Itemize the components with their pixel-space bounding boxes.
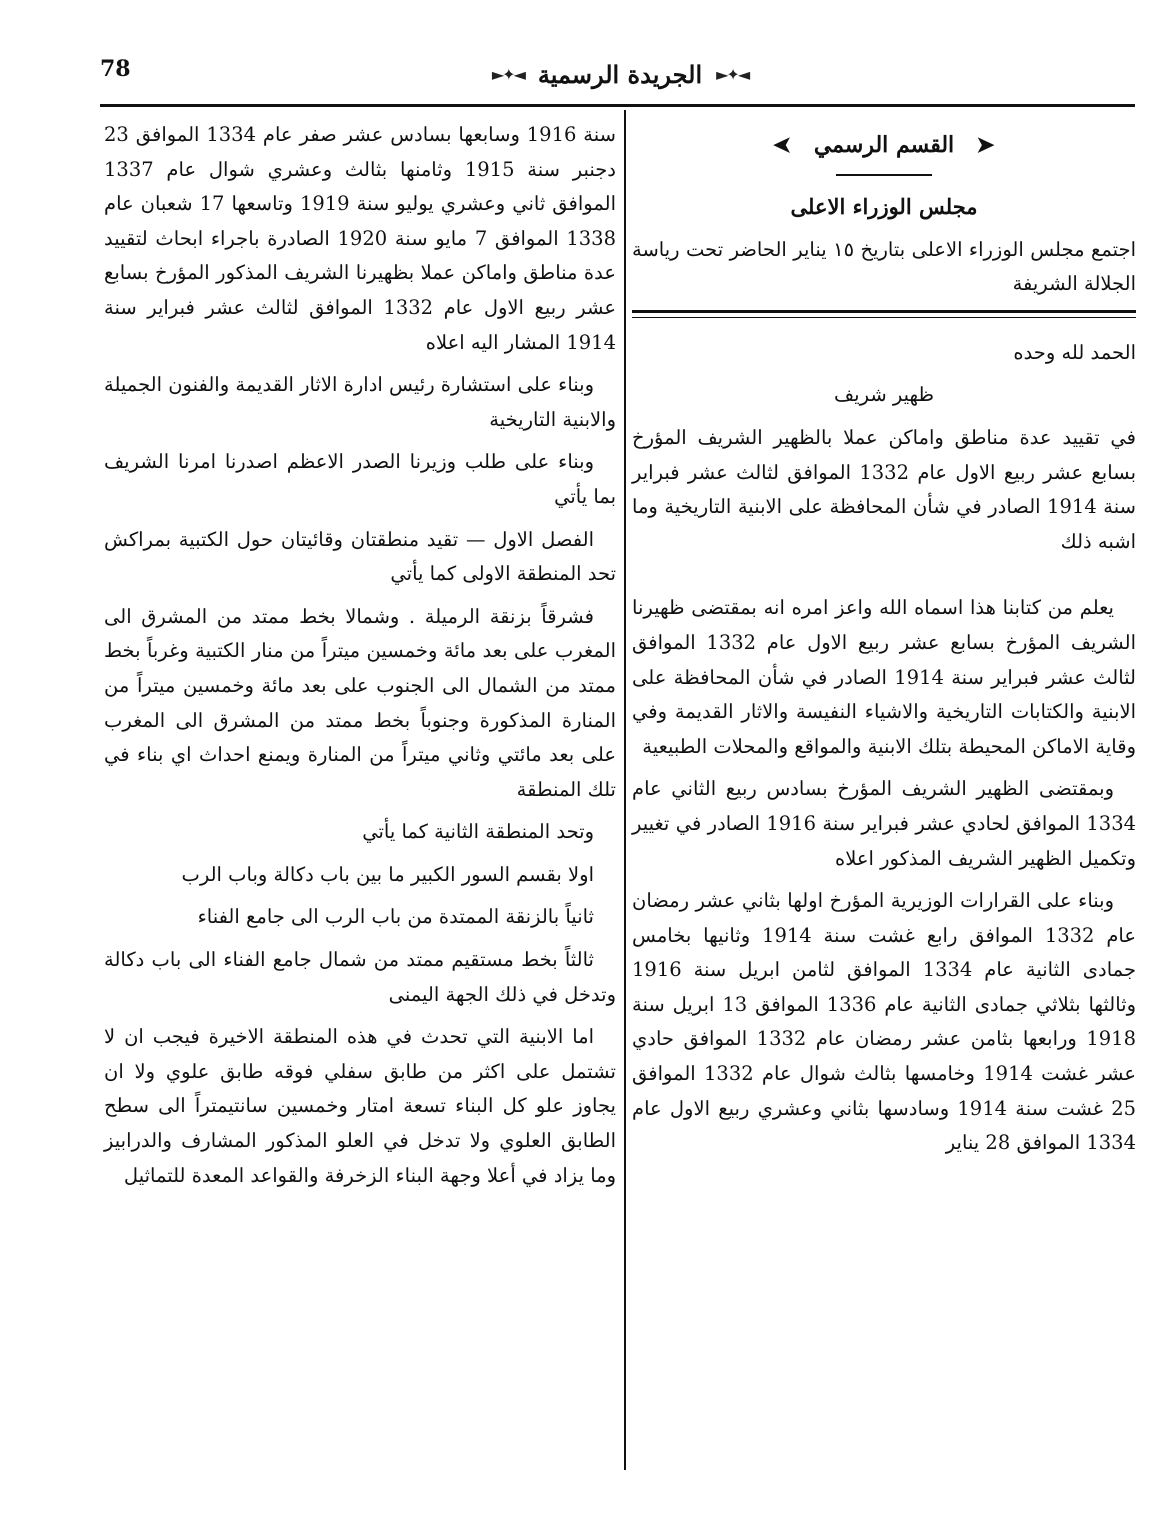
short-rule (836, 174, 932, 176)
header-rule (100, 104, 1135, 107)
paragraph: وبناء على استشارة رئيس ادارة الاثار القديمة والفنون الجميلة والابنية التاريخية (104, 373, 616, 431)
paragraph: اما الابنية التي تحدث في هذه المنطقة الاخيرة فيجب ان لا تشتمل على اكثر من طابق سفلي فوقه طابق علوي ولا ان يجاوز علو كل البناء تسعة امتار وخمسين سانتيمتراً الى سطح الطابق العلوي ولا تدخل في العلو المذكور المشارف والدرابيز وما يزاد في أعلا وجهة البناء الزخرفة والقواعد المعدة للتماثيل (104, 1025, 616, 1187)
masthead (430, 54, 810, 94)
newspaper-title: الجريدة الرسمية (537, 59, 703, 89)
ornament-icon: ◄✦► (491, 64, 524, 84)
page-number: 78 (100, 56, 131, 82)
double-rule (632, 310, 1136, 318)
arrow-right-icon: ➤ (773, 131, 792, 158)
spacer (632, 567, 1136, 591)
paragraph: سنة 1916 وسابعها بسادس عشر صفر عام 1334 الموافق 23 دجنبر سنة 1915 وثامنها بثالث وعشري شوال عام 1337 الموافق ثاني وعشري يوليو سنة 1919 وتاسعها 17 شعبان عام 1338 الموافق 7 مايو سنة 1920 الصادرة باجراء ابحاث لتقييد عدة مناطق واماكن عملا بظهيرنا الشريف المذكور المؤرخ بسابع عشر ربيع الاول عام 1332 الموافق لثالث عشر فبراير سنة 1914 المشار اليه اعلاه (104, 123, 616, 354)
paragraph: وتحد المنطقة الثانية كما يأتي (362, 820, 594, 844)
paragraph: يعلم من كتابنا هذا اسماه الله واعز امره انه بمقتضى ظهيرنا الشريف المؤرخ بسابع عشر ربيع الاول عام 1332 الموافق لثالث عشر فبراير سنة 1914 الصادر في شأن المحافظة على الابنية والكتابات التاريخية والاشياء النفيسة والاثار القديمة وفي وقاية الاماكن المحيطة بتلك الابنية والمواقع والمحلات الطبيعية (632, 596, 1136, 758)
left-column (104, 118, 616, 1201)
decree-subject: في تقييد عدة مناطق واماكن عملا بالظهير الشريف المؤرخ بسابع عشر ربيع الاول عام 1332 الموافق لثالث عشر فبراير سنة 1914 الصادر في شأن المحافظة على الابنية التاريخية وما اشبه ذلك (632, 425, 1136, 553)
list-item: ثالثاً بخط مستقيم ممتد من شمال جامع الفناء الى باب دكالة وتدخل في ذلك الجهة اليمنى (104, 948, 616, 1006)
arrow-left-icon: ➤ (976, 131, 995, 158)
list-item: ثانياً بالزنقة الممتدة من باب الرب الى جامع الفناء (197, 905, 594, 929)
paragraph: وبناء على طلب وزيرنا الصدر الاعظم اصدرنا امرنا الشريف بما يأتي (104, 450, 616, 508)
paragraph: وبناء على القرارات الوزيرية المؤرخ اولها بثاني عشر رمضان عام 1332 الموافق رابع غشت سنة 1914 وثانيها بخامس جمادى الثانية عام 1334 الموافق لثامن ابريل سنة 1916 وثالثها بثلاثي جمادى الثانية عام 1336 الموافق 13 ابريل سنة 1918 ورابعها بثامن عشر رمضان عام 1332 الموافق حادي عشر غشت 1914 وخامسها بثالث شوال عام 1332 الموافق 25 غشت سنة 1914 وسادسها بثاني وعشري ربيع الاول عام 1334 الموافق 28 يناير (632, 889, 1137, 1155)
article-heading: الفصل الاول — تقيد منطقتان وقائيتان حول الكتبية بمراكش تحد المنطقة الاولى كما يأتي (104, 527, 616, 586)
meeting-notice: اجتمع مجلس الوزراء الاعلى بتاريخ ١٥ يناير الحاضر تحت رياسة الجلالة الشريفة (632, 237, 1136, 296)
council-title: مجلس الوزراء الاعلى (790, 194, 978, 219)
right-column (632, 118, 1136, 1169)
ornament-icon: ◄✦► (716, 64, 749, 84)
section-title: القسم الرسمي (813, 131, 955, 158)
paragraph: فشرقاً بزنقة الرميلة . وشمالا بخط ممتد من المشرق الى المغرب على بعد مائة وخمسين ميتراً من منار الكتبية وغرباً بخط ممتد من الشمال الى الجنوب على بعد مائة وخمسين ميتراً من المنارة المذكورة وجنوباً بخط ممتد من المشرق الى المغرب على بعد مائتي وثاني ميتراً من المنارة ويمنع احداث اي بناء في تلك المنطقة (104, 604, 616, 801)
section-heading (632, 122, 1136, 168)
decree-title: ظهير شريف (833, 383, 935, 407)
column-divider (624, 110, 626, 1470)
list-item: اولا بقسم السور الكبير ما بين باب دكالة وباب الرب (181, 862, 594, 886)
page-header (100, 52, 1135, 102)
paragraph: وبمقتضى الظهير الشريف المؤرخ بسادس ربيع الثاني عام 1334 الموافق لحادي عشر فبراير سنة 1916 الصادر في تغيير وتكميل الظهير الشريف المذكور اعلاه (632, 777, 1137, 870)
praise-line: الحمد لله وحده (1013, 340, 1136, 364)
